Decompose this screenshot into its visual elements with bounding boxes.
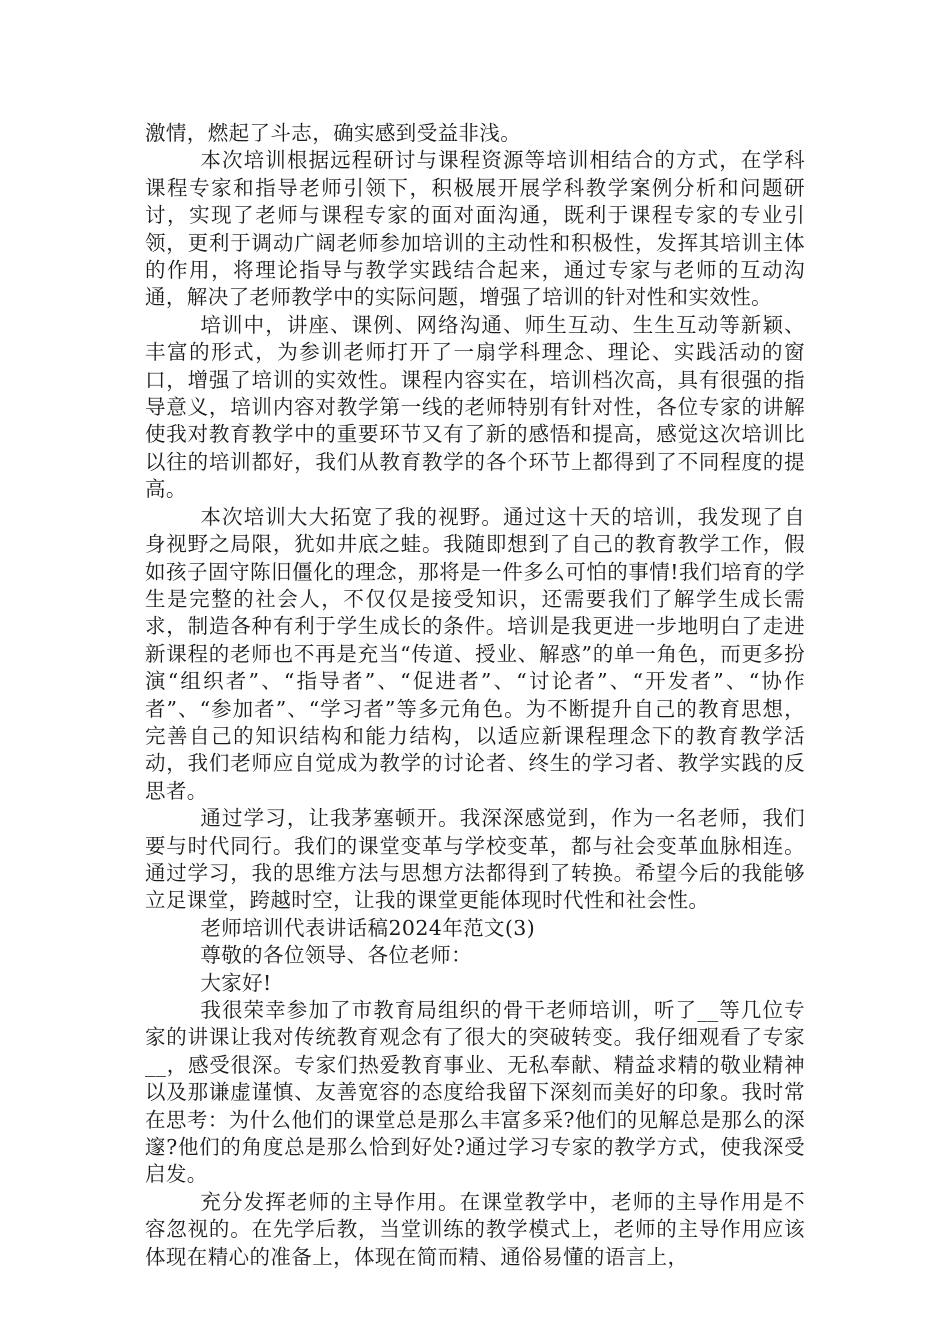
greeting: 大家好! bbox=[200, 970, 272, 995]
paragraph-4: 本次培训大大拓宽了我的视野。通过这十天的培训，我发现了自身视野之局限，犹如井底之蛙。我随即想到了自己的教育教学工作，假如孩子固守陈旧僵化的理念，那将是一件多么可怕的事情!我们培育的学生是完整的社会人，不仅仅是接受知识，还需要我们了解学生成长需求，制造各种有利于学生成长的条件。培训是我更进一步地明白了走进新课程的老师也不再是充当“传道、授业、解惑”的单一角色，而更多扮演“组织者”、“指导者”、“促进者”、“讨论者”、“开发者”、“协作者”、“参加者”、“学习者”等多元角色。为不断提升自己的教育思想，完善自己的知识结构和能力结构，以适应新课程理念下的教育教学活动，我们老师应自觉成为教学的讨论者、终生的学习者、教学实践的反思者。 bbox=[145, 504, 805, 803]
document-page bbox=[145, 120, 805, 1271]
paragraph-9: 我很荣幸参加了市教育局组织的骨干老师培训，听了__等几位专家的讲课让我对传统教育观念有了很大的突破转变。我仔细观看了专家__，感受很深。专家们热爱教育事业、无私奉献、精益求精的敬业精神以及那谦虚谨慎、友善宽容的态度给我留下深刻而美好的印象。我时常在思考：为什么他们的课堂总是那么丰富多采?他们的见解总是那么的深邃?他们的角度总是那么恰到好处?通过学习专家的教学方式，使我深受启发。 bbox=[145, 998, 805, 1187]
section-title: 老师培训代表讲话稿2024年范文(3) bbox=[200, 915, 536, 940]
paragraph-2: 本次培训根据远程研讨与课程资源等培训相结合的方式，在学科课程专家和指导老师引领下，积极展开展学科教学案例分析和问题研讨，实现了老师与课程专家的面对面沟通，既利于课程专家的专业引领，更利于调动广阔老师参加培训的主动性和积极性，发挥其培训主体的作用，将理论指导与教学实践结合起来，通过专家与老师的互动沟通，解决了老师教学中的实际问题，增强了培训的针对性和实效性。 bbox=[145, 148, 805, 310]
paragraph-5: 通过学习，让我茅塞顿开。我深深感觉到，作为一名老师，我们要与时代同行。我们的课堂变革与学校变革，都与社会变革血脉相连。通过学习，我的思维方法与思想方法都得到了转换。希望今后的我能够立足课堂，跨越时空，让我的课堂更能体现时代性和社会性。 bbox=[145, 806, 805, 913]
paragraph-10: 充分发挥老师的主导作用。在课堂教学中，老师的主导作用是不容忽视的。在先学后教，当堂训练的教学模式上，老师的主导作用应该体现在精心的准备上，体现在简而精、通俗易懂的语言上， bbox=[145, 1189, 805, 1269]
paragraph-3: 培训中，讲座、课例、网络沟通、师生互动、生生互动等新颖、丰富的形式，为参训老师打开了一扇学科理念、理论、实践活动的窗口，增强了培训的实效性。课程内容实在，培训档次高，具有很强的指导意义，培训内容对教学第一线的老师特别有针对性，各位专家的讲解使我对教育教学中的重要环节又有了新的感悟和提高，感觉这次培训比以往的培训都好，我们从教育教学的各个环节上都得到了不同程度的提高。 bbox=[145, 312, 805, 502]
salutation: 尊敬的各位领导、各位老师： bbox=[200, 943, 473, 968]
paragraph-1: 激情，燃起了斗志，确实感到受益非浅。 bbox=[145, 121, 522, 145]
